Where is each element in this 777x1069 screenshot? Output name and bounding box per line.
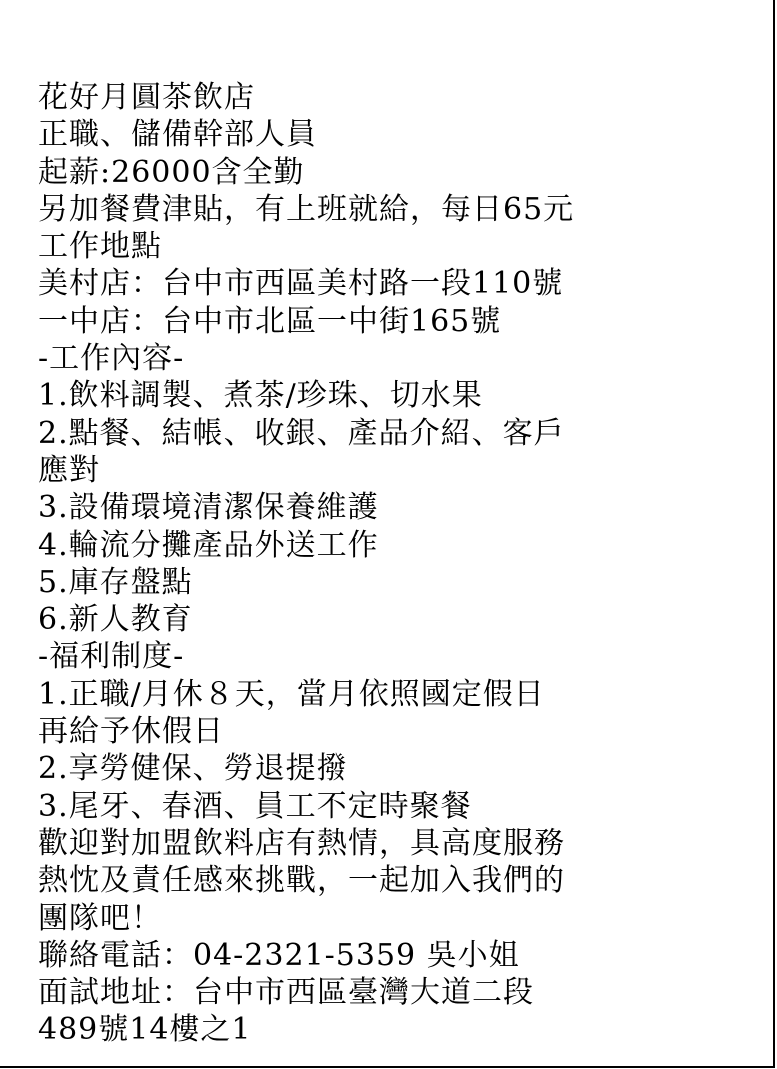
job-content-item-3: 3.設備環境清潔保養維護	[38, 490, 379, 526]
benefits-item-3: 3.尾牙、春酒、員工不定時聚餐	[38, 788, 472, 824]
meal-allowance: 另加餐費津貼，有上班就給，每日65元	[38, 191, 575, 227]
job-content-heading: -工作內容-	[38, 341, 185, 377]
benefits-heading: -福利制度-	[38, 639, 185, 675]
job-content-item-2-cont: 應對	[38, 452, 100, 488]
job-content-item-2: 2.點餐、結帳、收銀、產品介紹、客戶	[38, 415, 565, 451]
job-content-item-6: 6.新人教育	[38, 602, 193, 638]
location-yizhong: 一中店：台中市北區一中街165號	[38, 303, 502, 339]
starting-salary: 起薪:26000含全勤	[38, 154, 305, 190]
work-location-heading: 工作地點	[38, 229, 162, 265]
location-meicun: 美村店：台中市西區美村路一段110號	[38, 266, 564, 302]
welcome-text-3: 團隊吧！	[38, 900, 162, 936]
position-title: 正職、儲備幹部人員	[38, 117, 317, 153]
benefits-item-1: 1.正職/月休８天，當月依照國定假日	[38, 676, 545, 712]
job-content-item-4: 4.輪流分攤產品外送工作	[38, 527, 379, 563]
interview-address-cont: 489號14樓之1	[38, 1012, 252, 1048]
job-posting-text	[38, 79, 738, 1049]
job-content-item-5: 5.庫存盤點	[38, 564, 193, 600]
welcome-text-1: 歡迎對加盟飲料店有熱情，具高度服務	[38, 825, 565, 861]
shop-name: 花好月圓茶飲店	[38, 80, 255, 115]
welcome-text-2: 熱忱及責任感來挑戰，一起加入我們的	[38, 863, 565, 899]
benefits-item-2: 2.享勞健保、勞退提撥	[38, 751, 348, 787]
contact-phone: 聯絡電話：04-2321-5359 吳小姐	[38, 937, 520, 973]
job-content-item-1: 1.飲料調製、煮茶/珍珠、切水果	[38, 378, 483, 414]
benefits-item-1-cont: 再給予休假日	[38, 714, 224, 750]
interview-address: 面試地址：台中市西區臺灣大道二段	[38, 975, 534, 1011]
